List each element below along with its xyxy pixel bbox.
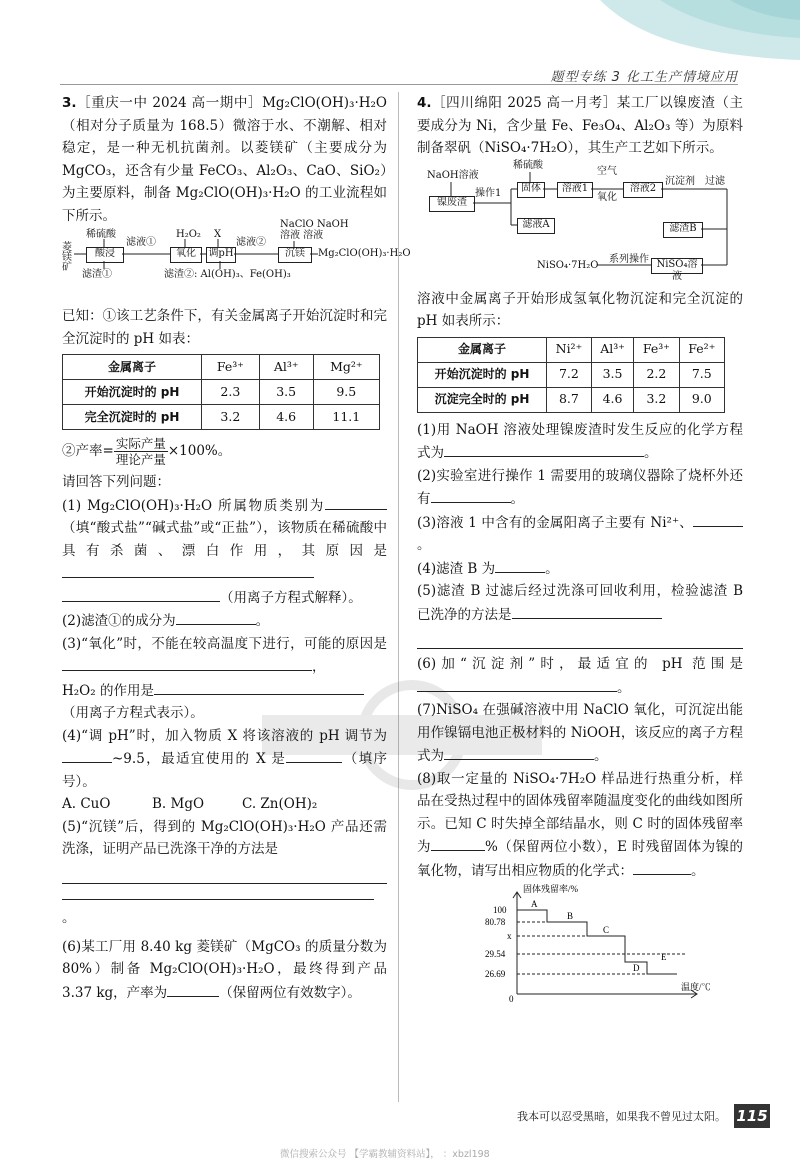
q3-flow-raw: 菱镁矿 bbox=[62, 242, 72, 273]
q4-th: Fe²⁺ bbox=[679, 337, 724, 362]
q3-part3: (3)“氧化”时，不能在较高温度下进行，可能的原因是， bbox=[62, 635, 387, 675]
q4-part7: (7)NiSO₄ 在强碱溶液中用 NaClO 氧化，可沉淀出能用作镍镉电池正极材料的 NiOOH，该反应的离子方程式为 。 bbox=[417, 702, 743, 764]
q3-part2: (2)滤渣①的成分为 。 bbox=[62, 609, 387, 633]
q3-part4 bbox=[62, 725, 387, 794]
q3-yield-formula bbox=[62, 436, 387, 467]
q3-p3b: H₂O₂ 的作用是 bbox=[62, 682, 154, 699]
answer-blank[interactable] bbox=[693, 511, 743, 527]
q3-part3b bbox=[62, 679, 387, 703]
q3-flow-solution: 溶液 溶液 bbox=[280, 230, 324, 241]
q4-part2: (2)实验室进行操作 1 需要用的玻璃仪器除了烧杯外还有 。 bbox=[417, 467, 743, 507]
q4-part1: (1)用 NaOH 溶液处理镍废渣时发生反应的化学方程式为 。 bbox=[417, 421, 743, 461]
q3-part3c: （用离子方程式表示）。 bbox=[62, 705, 204, 721]
answer-blank[interactable] bbox=[495, 557, 545, 573]
chart-ytick: 29.54 bbox=[485, 949, 506, 959]
q3-flow-h2o2: H₂O₂ bbox=[176, 229, 201, 240]
q4-number: 4. bbox=[417, 95, 432, 111]
q3-p6a: (6)某工厂用 8.40 kg 菱镁矿（MgCO₃ 的质量分数为 80%）制备 Mg₂ClO(OH)₃·H₂O，最终得到产品 3.37 kg，产率为 bbox=[62, 938, 387, 1001]
q4-intro2: 溶液中金属离子开始形成氢氧化物沉淀和完全沉淀的 pH 如表所示： bbox=[417, 290, 743, 329]
answer-blank[interactable] bbox=[62, 586, 220, 602]
chart-point-c: C bbox=[603, 925, 610, 935]
q4-p8a: (8)取一定量的 NiSO₄·7H₂O 样品进行热重分析，样品在受热过程中的固体残留率随温度变化的曲线如图所示。已知 C 时失掉全部结晶水，则 C 时的固体残留率为 bbox=[417, 770, 743, 855]
q3-ph-table bbox=[62, 354, 380, 430]
q4-flow-naoh: NaOH溶液 bbox=[427, 169, 479, 181]
q4-flow-sol1: 溶液1 bbox=[557, 182, 593, 198]
option-a[interactable]: A. CuO bbox=[62, 796, 111, 812]
q3-part6 bbox=[62, 936, 387, 1005]
q3-flow-filtrate2: 滤液② bbox=[236, 237, 266, 248]
yield-prefix: ②产率= bbox=[62, 443, 114, 459]
q3-flow-diagram bbox=[62, 219, 411, 299]
chart-ytick: 26.69 bbox=[485, 969, 506, 979]
table-cell: 开始沉淀时的 pH bbox=[418, 362, 547, 387]
table-cell: 4.6 bbox=[259, 405, 313, 430]
answer-line[interactable] bbox=[417, 626, 743, 649]
q4-flow-op1: 操作1 bbox=[475, 187, 502, 199]
q3-th: Fe³⁺ bbox=[202, 355, 260, 380]
chart-ytick: 80.78 bbox=[485, 917, 506, 927]
q4-p4: (4)滤渣 B 为 bbox=[417, 560, 496, 577]
answer-blank[interactable] bbox=[417, 676, 617, 692]
answer-blank[interactable] bbox=[286, 747, 342, 763]
q3-part1 bbox=[62, 494, 387, 586]
q4-p3a: (3)溶液 1 中含有的金属阳离子主要有 Ni²⁺、 bbox=[417, 514, 693, 531]
q4-p1: (1)用 NaOH 溶液处理镍废渣时发生反应的化学方程式为 bbox=[417, 421, 743, 461]
q4-table-header bbox=[418, 337, 725, 362]
column-divider bbox=[398, 92, 399, 1102]
answer-blank[interactable] bbox=[176, 609, 256, 625]
q4-flow-product: NiSO₄·7H₂O bbox=[537, 259, 599, 271]
table-cell: 2.3 bbox=[202, 380, 260, 405]
q3-intro bbox=[62, 92, 387, 227]
q3-p4c: （填序号）。 bbox=[62, 751, 387, 790]
q3-flow-arrows bbox=[62, 229, 322, 289]
q4-part3: (3)溶液 1 中含有的金属阳离子主要有 Ni²⁺、。 bbox=[417, 511, 743, 557]
q4-th: Al³⁺ bbox=[591, 337, 633, 362]
question-3 bbox=[62, 92, 411, 1004]
q3-th: Al³⁺ bbox=[259, 355, 313, 380]
table-row bbox=[418, 362, 725, 387]
answer-blank[interactable] bbox=[62, 884, 374, 900]
q3-ask: 请回答下列问题： bbox=[62, 474, 170, 490]
q4-flow-waste: 镍废渣 bbox=[429, 196, 475, 212]
table-cell: 开始沉淀时的 pH bbox=[63, 380, 202, 405]
q4-p8b: %（保留两位小数），E 时残留固体为镍的氧化物，请写出相应物质的化学式： bbox=[417, 839, 743, 879]
q3-flow-product: Mg₂ClO(OH)₃·H₂O bbox=[318, 248, 411, 259]
answer-blank[interactable] bbox=[431, 487, 511, 503]
q3-p2: (2)滤渣①的成分为 bbox=[62, 613, 176, 629]
q3-flow-residue1: 滤渣① bbox=[82, 269, 112, 280]
q3-flow-oxidize: 氧化 bbox=[170, 247, 202, 263]
chart-point-a: A bbox=[531, 899, 538, 909]
answer-line[interactable] bbox=[62, 861, 387, 884]
q3-p1a: (1) Mg₂ClO(OH)₃·H₂O 所属物质类别为 bbox=[62, 497, 325, 514]
table-cell: 4.6 bbox=[591, 387, 633, 412]
q4-part4: (4)滤渣 B 为 。 bbox=[417, 557, 743, 581]
q3-part1-end bbox=[62, 586, 387, 610]
chart-origin: 0 bbox=[509, 994, 514, 1004]
q3-table-header bbox=[63, 355, 380, 380]
q4-thermogravimetric-chart bbox=[447, 884, 747, 1004]
answer-blank[interactable] bbox=[62, 655, 312, 671]
q4-ph-table bbox=[417, 337, 725, 413]
table-cell: 3.2 bbox=[634, 387, 679, 412]
footer-watermark: 微信搜索公众号 【学霸教辅资料站】， ：xbzl198 bbox=[280, 1149, 490, 1160]
q4-flow-agent: 沉淀剂 bbox=[665, 175, 695, 187]
q3-p4a: (4)“调 pH”时，加入物质 X 将该溶液的 pH 调节为 bbox=[62, 727, 387, 744]
option-b[interactable]: B. MgO bbox=[152, 796, 205, 812]
answer-blank[interactable] bbox=[325, 494, 387, 510]
q4-p2a: (2)实验室进行操作 1 需要用的玻璃仪器除了烧杯外还有 bbox=[417, 467, 743, 507]
answer-blank[interactable] bbox=[431, 835, 485, 851]
table-cell: 9.5 bbox=[313, 380, 379, 405]
q3-options bbox=[62, 793, 387, 816]
q4-intro bbox=[417, 92, 743, 160]
table-cell: 9.0 bbox=[679, 387, 724, 412]
q4-p7a: (7)NiSO₄ 在强碱溶液中用 NaClO 氧化，可沉淀出能用作镍镉电池正极材料的 NiOOH，该反应的离子方程式为 bbox=[417, 702, 743, 764]
answer-blank[interactable] bbox=[154, 679, 364, 695]
q3-known1: 已知：①该工艺条件下，有关金属离子开始沉淀时和完全沉淀时的 pH 如表： bbox=[62, 308, 387, 347]
yield-denominator: 理论产量 bbox=[115, 452, 166, 467]
table-cell: 11.1 bbox=[313, 405, 379, 430]
answer-blank[interactable] bbox=[62, 747, 112, 763]
q4-th: Fe³⁺ bbox=[634, 337, 679, 362]
q3-p3a: (3)“氧化”时，不能在较高温度下进行，可能的原因是 bbox=[62, 635, 387, 652]
table-row bbox=[418, 387, 725, 412]
q3-th: Mg²⁺ bbox=[313, 355, 379, 380]
q3-flow-leach: 酸浸 bbox=[86, 247, 124, 263]
chart-xlabel: 温度/℃ bbox=[681, 982, 711, 992]
q3-flow-residue2: 滤渣②: Al(OH)₃、Fe(OH)₃ bbox=[164, 269, 291, 280]
q4-flow-acid: 稀硫酸 bbox=[513, 159, 543, 171]
q3-p4b: ~9.5，最适宜使用的 X 是 bbox=[112, 751, 287, 767]
yield-numerator: 实际产量 bbox=[115, 436, 166, 451]
q3-p1c: （用离子方程式解释）。 bbox=[220, 589, 362, 606]
option-c[interactable]: C. Zn(OH)₂ bbox=[242, 796, 318, 812]
q4-flow-arrows bbox=[417, 159, 743, 282]
q4-flow-filter: 过滤 bbox=[705, 175, 725, 187]
q3-flow-reagents: NaClO NaOH bbox=[280, 219, 349, 230]
table-cell: 2.2 bbox=[634, 362, 679, 387]
chart-point-e: E bbox=[661, 952, 667, 962]
q3-th: 金属离子 bbox=[63, 355, 202, 380]
section-header: 题型专练 3 化工生产情境应用 bbox=[550, 70, 738, 85]
q4-part5 bbox=[417, 580, 743, 626]
table-cell: 3.2 bbox=[202, 405, 260, 430]
answer-blank[interactable] bbox=[62, 562, 314, 578]
answer-blank[interactable] bbox=[444, 744, 594, 760]
q4-flow-filtA: 滤液A bbox=[517, 218, 555, 234]
chart-ytick: x bbox=[507, 931, 512, 941]
q3-flow-filtrate1: 滤液① bbox=[126, 237, 156, 248]
answer-blank[interactable] bbox=[444, 441, 644, 457]
q4-flow-ox: 氧化 bbox=[597, 191, 617, 203]
question-4 bbox=[417, 92, 743, 1004]
q3-p1b: （填“酸式盐”“碱式盐”或“正盐”），该物质在稀硫酸中具有杀菌、漂白作用，其原因是 bbox=[62, 520, 387, 559]
q4-part8: (8)取一定量的 NiSO₄·7H₂O 样品进行热重分析，样品在受热过程中的固体残留率随温度变化的曲线如图所示。已知 C 时失掉全部结晶水，则 C 时的固体残留率为 %（保留两位小数），E 时残留固体为镍的氧化物，请写出相应物质的化学式： 。 bbox=[417, 770, 743, 879]
q3-flow-x: X bbox=[214, 229, 222, 240]
q3-intro-text: ［重庆一中 2024 高一期中］Mg₂ClO(OH)₃·H₂O（相对分子质量为 168.5）微溶于水、不潮解、相对稳定，是一种无机抗菌剂。以菱镁矿（主要成分为 MgCO₃，还含有少量 FeCO₃、Al₂O₃、CaO、SiO₂）为主要原料，制备 Mg₂ClO(OH)₃·H₂O 的工业流程如下所示。 bbox=[62, 95, 387, 224]
q3-p6b: （保留两位有效数字）。 bbox=[219, 984, 361, 1001]
yield-suffix: ×100%。 bbox=[167, 443, 232, 459]
q4-th: Ni²⁺ bbox=[547, 337, 592, 362]
q4-flow-solid: 固体 bbox=[517, 182, 545, 198]
table-cell: 8.7 bbox=[547, 387, 592, 412]
q4-flow-resB: 滤渣B bbox=[663, 222, 703, 238]
q3-flow-acid: 稀硫酸 bbox=[86, 229, 116, 240]
table-cell: 3.5 bbox=[259, 380, 313, 405]
answer-blank[interactable] bbox=[167, 981, 219, 997]
table-cell: 3.5 bbox=[591, 362, 633, 387]
q4-flow-air: 空气 bbox=[597, 165, 617, 177]
q4-flow-diagram bbox=[417, 159, 743, 282]
q4-flow-sol2: 溶液2 bbox=[623, 182, 663, 198]
table-row bbox=[63, 380, 380, 405]
q4-p6: (6)加“沉淀剂”时，最适宜的 pH 范围是 bbox=[417, 656, 743, 672]
table-row bbox=[63, 405, 380, 430]
chart-point-d: D bbox=[633, 963, 640, 973]
yield-fraction bbox=[114, 436, 168, 467]
answer-blank[interactable] bbox=[512, 603, 662, 619]
footer-motto: 我本可以忍受黑暗，如果我不曾见过太阳。 bbox=[517, 1110, 726, 1123]
table-cell: 完全沉淀时的 pH bbox=[63, 405, 202, 430]
q3-number: 3. bbox=[62, 95, 77, 111]
chart-ylabel: 固体残留率/% bbox=[523, 884, 578, 894]
answer-blank[interactable] bbox=[633, 859, 691, 875]
q3-flow-precip: 沉镁 bbox=[278, 247, 312, 263]
chart-ytick: 100 bbox=[493, 905, 507, 915]
table-cell: 7.5 bbox=[679, 362, 724, 387]
q3-part5-end: 。 bbox=[62, 884, 387, 930]
page-number: 115 bbox=[734, 1104, 770, 1128]
q4-part6: (6)加“沉淀剂”时，最适宜的 pH 范围是。 bbox=[417, 656, 743, 696]
header-rule bbox=[60, 84, 738, 85]
q4-th: 金属离子 bbox=[418, 337, 547, 362]
q4-p5: (5)滤渣 B 过滤后经过洗涤可回收利用，检验滤渣 B 已洗净的方法是 bbox=[417, 583, 743, 623]
table-cell: 7.2 bbox=[547, 362, 592, 387]
q3-part5: (5)“沉镁”后，得到的 Mg₂ClO(OH)₃·H₂O 产品还需洗涤，证明产品已洗涤干净的方法是 bbox=[62, 818, 387, 857]
table-cell: 沉淀完全时的 pH bbox=[418, 387, 547, 412]
q4-flow-niso4: NiSO₄溶液 bbox=[651, 258, 703, 274]
q4-flow-series: 系列操作 bbox=[609, 253, 649, 265]
q4-intro-text: ［四川绵阳 2025 高一月考］某工厂以镍废渣（主要成分为 Ni，含少量 Fe、Fe₃O₄、Al₂O₃ 等）为原料制备翠矾（NiSO₄·7H₂O），其生产工艺如下所示。 bbox=[417, 95, 743, 156]
q3-flow-adjust: 调pH bbox=[206, 247, 236, 263]
chart-point-b: B bbox=[567, 911, 574, 921]
